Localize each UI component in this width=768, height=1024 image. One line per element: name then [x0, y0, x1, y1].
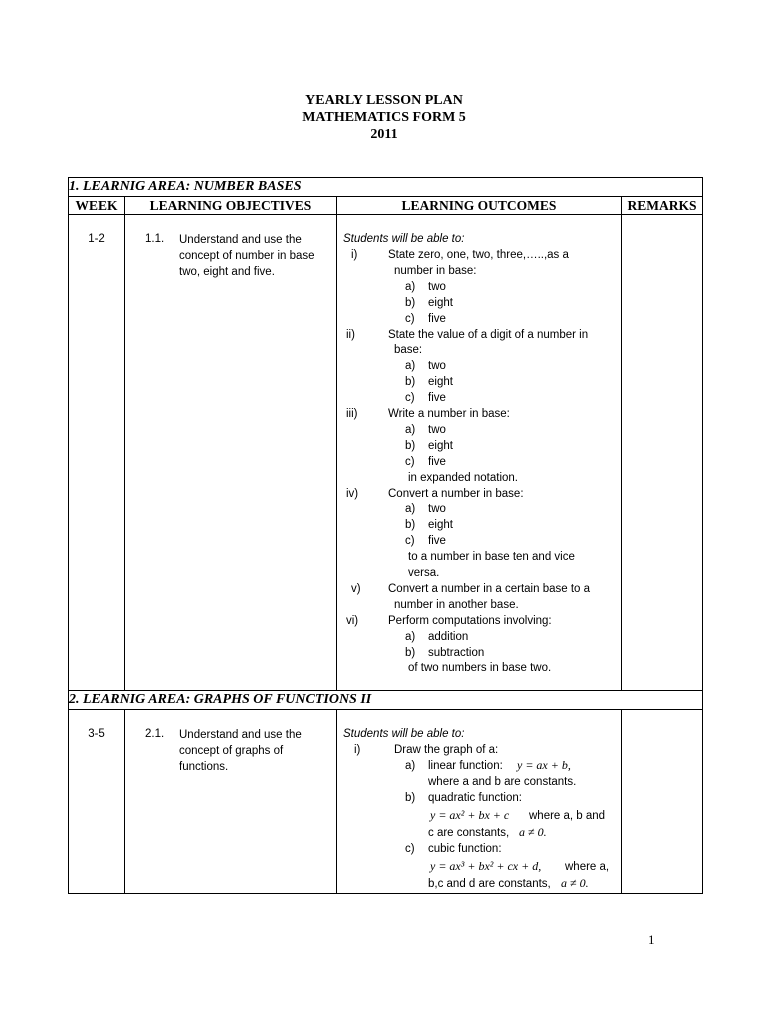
- sub-outcome-text: two: [428, 423, 446, 436]
- outcome-text: Perform computations involving:: [388, 614, 552, 627]
- sub-outcome-number: c): [405, 455, 415, 468]
- sub-outcome-text: eight: [428, 439, 453, 452]
- lesson-plan-table: [68, 177, 703, 894]
- week-cell: [69, 215, 125, 691]
- outcome-continuation: base:: [394, 344, 423, 357]
- objective-cell: [125, 215, 337, 691]
- learning-area-1-title: 1. LEARNIG AREA: NUMBER BASES: [69, 178, 703, 197]
- sub-outcome-text: two: [428, 280, 446, 293]
- learning-area-2-header: [69, 691, 703, 710]
- sub-outcome-text: five: [428, 535, 446, 548]
- sub-text: quadratic function:: [428, 792, 522, 804]
- col-remarks: REMARKS: [622, 197, 703, 215]
- outcome-continuation: in expanded notation.: [408, 471, 518, 484]
- col-objectives: LEARNING OBJECTIVES: [125, 197, 337, 215]
- sub-outcome-number: a): [405, 630, 416, 643]
- sub-note: c are constants,: [428, 827, 510, 839]
- area-2-row: [69, 710, 703, 894]
- quadratic-formula: y = ax² + bx + c: [430, 808, 510, 822]
- sub-outcome-number: b): [405, 296, 416, 309]
- outcomes-cell: [337, 215, 622, 691]
- col-outcomes: LEARNING OUTCOMES: [337, 197, 622, 215]
- sub-outcome-number: c): [405, 535, 415, 548]
- sub-outcome-text: eight: [428, 376, 453, 389]
- area-1-row: [69, 215, 703, 691]
- sub-outcome-text: addition: [428, 630, 469, 643]
- sub-outcome-text: two: [428, 360, 446, 373]
- week-cell: [69, 710, 125, 894]
- sub-outcome-text: eight: [428, 519, 453, 532]
- objective-number: 1.1.: [145, 233, 165, 245]
- week-value: 1-2: [88, 233, 105, 245]
- sub-outcome-number: c): [405, 312, 415, 325]
- outcome-number: vi): [346, 614, 359, 627]
- page-number: 1: [648, 932, 655, 947]
- sub-outcome-number: b): [405, 439, 416, 452]
- sub-outcome-text: five: [428, 312, 446, 325]
- outcome-continuation: number in another base.: [394, 598, 519, 611]
- sub-outcome-text: five: [428, 392, 446, 405]
- sub-outcome-text: subtraction: [428, 646, 485, 659]
- sub-outcome-number: b): [405, 646, 416, 659]
- outcomes-intro: Students will be able to:: [343, 728, 465, 740]
- sub-number: b): [405, 792, 416, 804]
- cubic-formula: y = ax³ + bx² + cx + d,: [430, 859, 542, 873]
- nonzero-condition: a ≠ 0.: [519, 825, 547, 839]
- linear-formula: y = ax + b,: [517, 758, 571, 772]
- column-header-row: [69, 197, 703, 215]
- document-title: [0, 92, 768, 143]
- objective-text: Understand and use the concept of graphs of functions.: [179, 729, 302, 773]
- sub-number: a): [405, 760, 416, 772]
- week-value: 3-5: [88, 728, 105, 740]
- learning-area-2-title: 2. LEARNIG AREA: GRAPHS OF FUNCTIONS II: [69, 691, 703, 710]
- outcomes-cell: [337, 710, 622, 894]
- item-number: i): [354, 744, 361, 756]
- sub-outcome-number: a): [405, 360, 416, 373]
- outcome-continuation: of two numbers in base two.: [408, 662, 552, 675]
- sub-note: b,c and d are constants,: [428, 878, 551, 890]
- sub-note: where a,: [565, 861, 610, 873]
- title-line-3: 2011: [370, 127, 398, 142]
- remarks-cell: [622, 710, 703, 894]
- outcome-continuation: to a number in base ten and vice: [408, 551, 575, 564]
- sub-text: linear function:: [428, 760, 503, 772]
- objective-text: Understand and use the concept of number in base two, eight and five.: [179, 234, 315, 278]
- sub-number: c): [405, 843, 415, 855]
- sub-outcome-number: a): [405, 280, 416, 293]
- sub-outcome-text: two: [428, 503, 446, 516]
- title-line-2: MATHEMATICS FORM 5: [302, 110, 466, 125]
- sub-outcome-number: b): [405, 519, 416, 532]
- item-text: Draw the graph of a:: [394, 744, 499, 756]
- remarks-cell: [622, 215, 703, 691]
- outcome-text: Write a number in base:: [388, 408, 510, 420]
- outcome-number: i): [351, 249, 358, 261]
- sub-outcome-number: b): [405, 376, 416, 389]
- outcome-number: ii): [346, 328, 355, 341]
- objective-cell: [125, 710, 337, 894]
- outcome-number: iv): [346, 487, 359, 500]
- learning-area-1-header: [69, 178, 703, 197]
- outcome-text: Convert a number in a certain base to a: [388, 582, 591, 595]
- nonzero-condition: a ≠ 0.: [561, 876, 589, 890]
- outcome-continuation: number in base:: [394, 264, 477, 277]
- outcome-number: v): [351, 582, 361, 595]
- sub-text: cubic function:: [428, 843, 502, 855]
- outcome-text: State the value of a digit of a number in: [388, 328, 589, 341]
- outcome-continuation: versa.: [408, 567, 440, 579]
- sub-note: where a, b and: [529, 810, 606, 822]
- objective-number: 2.1.: [145, 728, 165, 740]
- sub-outcome-number: a): [405, 503, 416, 516]
- sub-outcome-number: c): [405, 392, 415, 405]
- outcomes-intro: Students will be able to:: [343, 233, 465, 245]
- outcome-text: State zero, one, two, three,…..,as a: [388, 249, 569, 261]
- sub-outcome-text: five: [428, 455, 446, 468]
- title-line-1: YEARLY LESSON PLAN: [305, 93, 463, 108]
- col-week: WEEK: [69, 197, 125, 215]
- outcome-number: iii): [346, 408, 358, 420]
- sub-note: where a and b are constants.: [428, 776, 577, 788]
- outcome-text: Convert a number in base:: [388, 487, 524, 500]
- sub-outcome-text: eight: [428, 296, 453, 309]
- sub-outcome-number: a): [405, 423, 416, 436]
